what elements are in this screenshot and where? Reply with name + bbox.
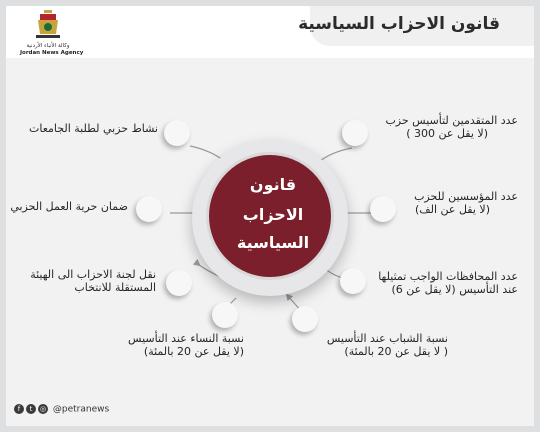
item-bottom-right-line1: نسبة الشباب عند التأسيس bbox=[326, 332, 448, 345]
page-title: قانون الاحزاب السياسية bbox=[298, 14, 500, 34]
item-left1 bbox=[29, 122, 158, 135]
logo-english: Jordan News Agency bbox=[20, 50, 84, 56]
item-left3-line2: المستقلة للانتخاب bbox=[74, 281, 156, 294]
item-left2 bbox=[10, 200, 128, 213]
item-left1-line1: نشاط حزبي لطلبة الجامعات bbox=[29, 122, 158, 135]
center-circle bbox=[206, 152, 334, 280]
bubble-right1 bbox=[342, 120, 368, 146]
instagram-icon[interactable]: ◎ bbox=[39, 405, 47, 413]
facebook-icon[interactable]: f bbox=[14, 404, 24, 414]
item-left3 bbox=[30, 268, 156, 294]
item-bottom-right bbox=[327, 332, 448, 358]
center-line-2: الاحزاب bbox=[242, 205, 304, 224]
item-left3-line1: نقل لجنة الاحزاب الى الهيئة bbox=[30, 268, 156, 281]
bubble-left2 bbox=[136, 196, 162, 222]
item-bottom-left bbox=[128, 332, 244, 358]
bubble-bottom-right bbox=[292, 306, 318, 332]
bubble-left3 bbox=[166, 270, 192, 296]
item-right1 bbox=[385, 114, 518, 140]
logo-arabic: وكالة الأنباء الأردنية bbox=[26, 43, 70, 49]
social-handle[interactable]: @petranews bbox=[52, 404, 110, 415]
item-right3-line2: عند التأسيس (لا يقل عن 6) bbox=[391, 283, 518, 296]
footer bbox=[14, 404, 109, 418]
item-right3-line1: عدد المحافظات الواجب تمثيلها bbox=[378, 270, 518, 283]
item-right1-line1: عدد المتقدمين لتأسيس حزب bbox=[385, 114, 518, 127]
twitter-icon[interactable]: t bbox=[26, 404, 36, 414]
item-left2-line1: ضمان حرية العمل الحزبي bbox=[10, 200, 128, 213]
item-right3 bbox=[378, 270, 518, 296]
item-bottom-left-line2: (لا يقل عن 20 بالمئة) bbox=[143, 345, 244, 358]
item-right2-line2: (لا يقل عن الف) bbox=[414, 203, 490, 216]
item-right1-line2: (لا يقل عن 300 ) bbox=[406, 127, 488, 140]
item-right2-line1: عدد المؤسسين للحزب bbox=[414, 190, 518, 203]
item-bottom-left-line1: نسبة النساء عند التأسيس bbox=[128, 332, 244, 345]
item-right2 bbox=[414, 190, 518, 216]
center-line-1: قانون bbox=[249, 175, 297, 194]
item-bottom-right-line2: ( لا يقل عن 20 بالمئة) bbox=[344, 345, 448, 358]
bubble-left1 bbox=[164, 120, 190, 146]
center-line-3: السياسية bbox=[236, 233, 310, 252]
bubble-right2 bbox=[370, 196, 396, 222]
bubble-bottom-left bbox=[212, 302, 238, 328]
bubble-right3 bbox=[340, 268, 366, 294]
